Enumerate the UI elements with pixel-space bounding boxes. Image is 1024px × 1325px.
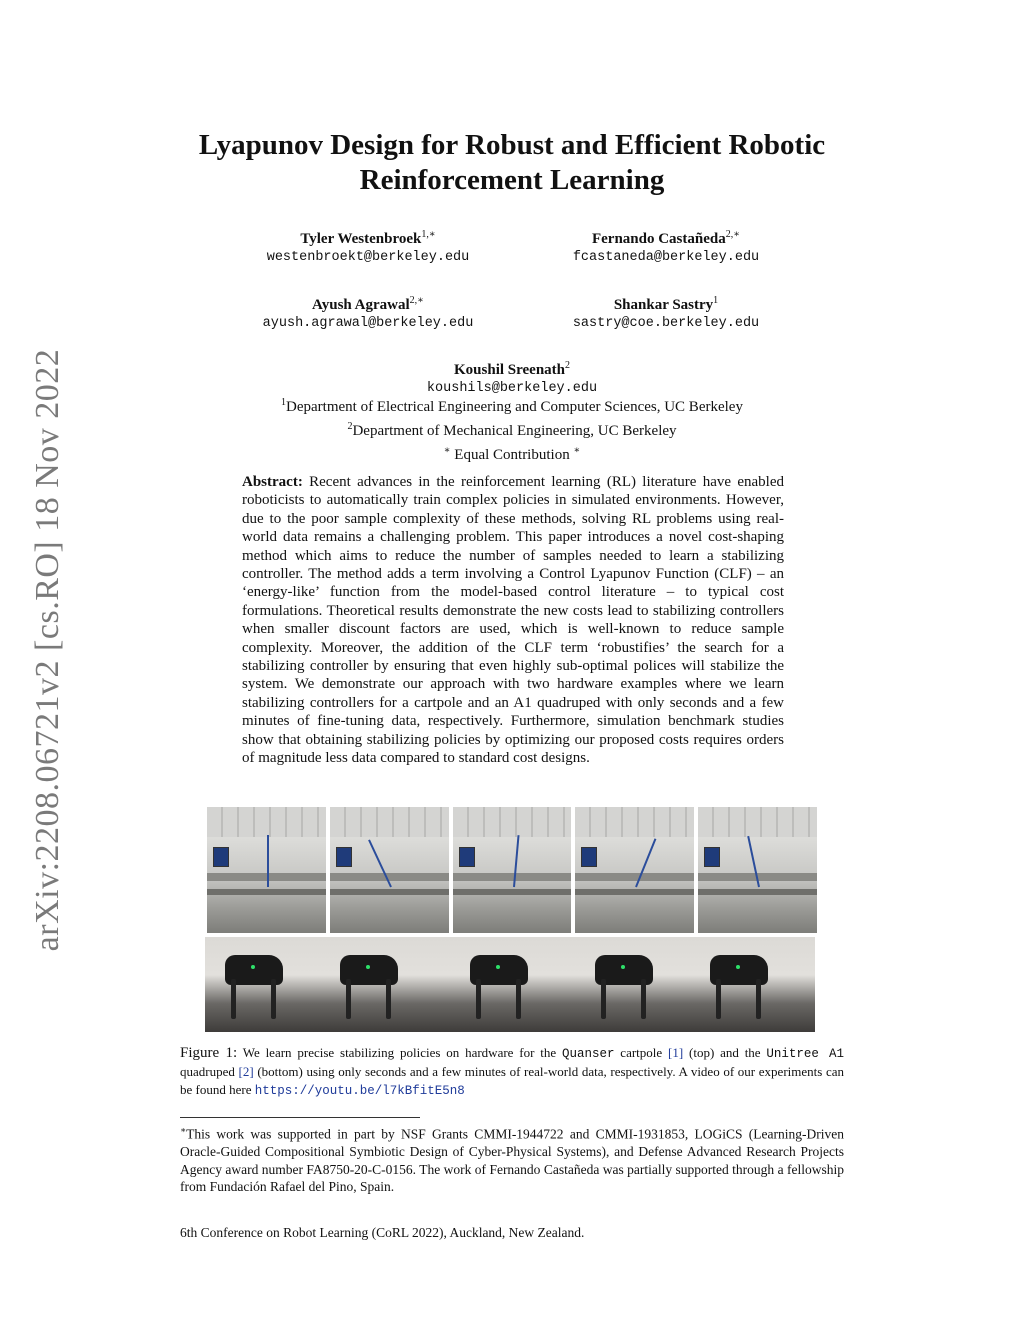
author-name: Ayush Agrawal$^{2,∗}$ (312, 295, 424, 313)
author-block-sastry (486, 291, 846, 333)
figure-label: Figure 1: (180, 1045, 238, 1061)
cartpole-frame-2 (330, 807, 449, 933)
author-name: Shankar Sastry$^1$ (613, 295, 719, 313)
author-block-sreenath (332, 356, 692, 398)
author-name: Tyler Westenbroek$^{1,∗}$ (300, 229, 436, 247)
figure-caption: Figure 1: We learn precise stabilizing policies on hardware for the Quanser cartpole [1] (top) and the Unitree A1 quadruped [2] (bottom) using only seconds and a few minutes of real-world data, respectively. A video of our experiments can be found here https://youtu.be/l7kBfitE5n8 (180, 1045, 844, 1098)
citation-link-1[interactable]: [1] (668, 1045, 684, 1060)
arxiv-identifier: arXiv:2208.06721v2 [cs.RO] 18 Nov 2022 (29, 348, 66, 952)
cartpole-frame-1 (207, 807, 326, 933)
equal-contribution-note: ∗ Equal Contribution ∗ (443, 445, 581, 463)
abstract (242, 473, 784, 768)
author-name: Koushil Sreenath$^2$ (454, 360, 570, 378)
affiliation-1: $^1$Department of Electrical Engineering and Computer Sciences, UC Berkeley (281, 397, 743, 415)
title-line-2: Reinforcement Learning (359, 164, 665, 196)
quadruped-robot (710, 955, 768, 985)
cartpole-figure-strip (207, 807, 817, 933)
quadruped-robot (340, 955, 398, 985)
footnote-divider (180, 1117, 420, 1118)
funding-footnote: ∗This work was supported in part by NSF Grants CMMI-1944722 and CMMI-1931853, LOGiCS (Learning-Driven Oracle-Guided Compositional Symbiotic Design of Cyber-Physical Systems), and Defense Advanced Research Projects Agency award number FA8750-20-C-0156. The work of Fernando Castañeda was partially supported through a fellowship from Fundación Rafael del Pino, Spain. (180, 1125, 844, 1195)
affiliation-2: $^2$Department of Mechanical Engineering, UC Berkeley (347, 421, 677, 439)
unitree-name: Unitree A1 (766, 1047, 844, 1061)
paper-title (150, 128, 874, 198)
cartpole-frame-3 (453, 807, 572, 933)
author-email[interactable]: sastry@coe.berkeley.edu (572, 316, 760, 331)
video-url-link[interactable]: https://youtu.be/l7kBfitE5n8 (254, 1084, 465, 1098)
author-name: Fernando Castañeda$^{2,∗}$ (591, 229, 741, 247)
author-email[interactable]: westenbroekt@berkeley.edu (266, 250, 470, 265)
affiliations (150, 393, 874, 465)
quadruped-robot (470, 955, 528, 985)
quadruped-robot (225, 955, 283, 985)
author-block-castaneda (486, 225, 846, 267)
author-email[interactable]: fcastaneda@berkeley.edu (572, 250, 760, 265)
author-email[interactable]: koushils@berkeley.edu (426, 381, 598, 396)
cartpole-frame-4 (575, 807, 694, 933)
citation-link-2[interactable]: [2] (238, 1064, 254, 1079)
author-email[interactable]: ayush.agrawal@berkeley.edu (262, 316, 474, 331)
cartpole-pole (267, 835, 269, 887)
abstract-text: Recent advances in the reinforcement learning (RL) literature have enabled roboticists to automatically train complex policies in simulated environments. However, due to the poor sample complexity of these methods, solving RL problems using real-world data remains a challenging problem. This paper introduces a novel cost-shaping method which aims to reduce the number of samples needed to learn a stabilizing controller. The method adds a term involving a Control Lyapunov Function (CLF) – an ‘energy-like’ function from the model-based control literature – to typical cost formulations. Theoretical results demonstrate the new costs lead to stabilizing controllers when smaller discount factors are used, which is well-known to reduce sample complexity. Moreover, the addition of the CLF term ‘robustifies’ the search for a stabilizing controller by ensuring that even highly sub-optimal polices will stabilize the system. We demonstrate our approach with two hardware examples where we learn stabilizing controllers for a cartpole and an A1 quadruped with only seconds and a few minutes of fine-tuning data, respectively. Furthermore, simulation benchmark studies show that obtaining stabilizing policies by optimizing our proposed costs requires orders of magnitude less data compared to standard cost designs. (242, 474, 785, 767)
quanser-name: Quanser (561, 1047, 615, 1061)
quadruped-robot (595, 955, 653, 985)
title-line-1: Lyapunov Design for Robust and Efficient Robotic (198, 129, 826, 161)
cartpole-frame-5 (698, 807, 817, 933)
abstract-label: Abstract: (242, 474, 303, 490)
venue-line: 6th Conference on Robot Learning (CoRL 2022), Auckland, New Zealand. (180, 1225, 585, 1240)
quadruped-figure-strip (205, 937, 815, 1032)
